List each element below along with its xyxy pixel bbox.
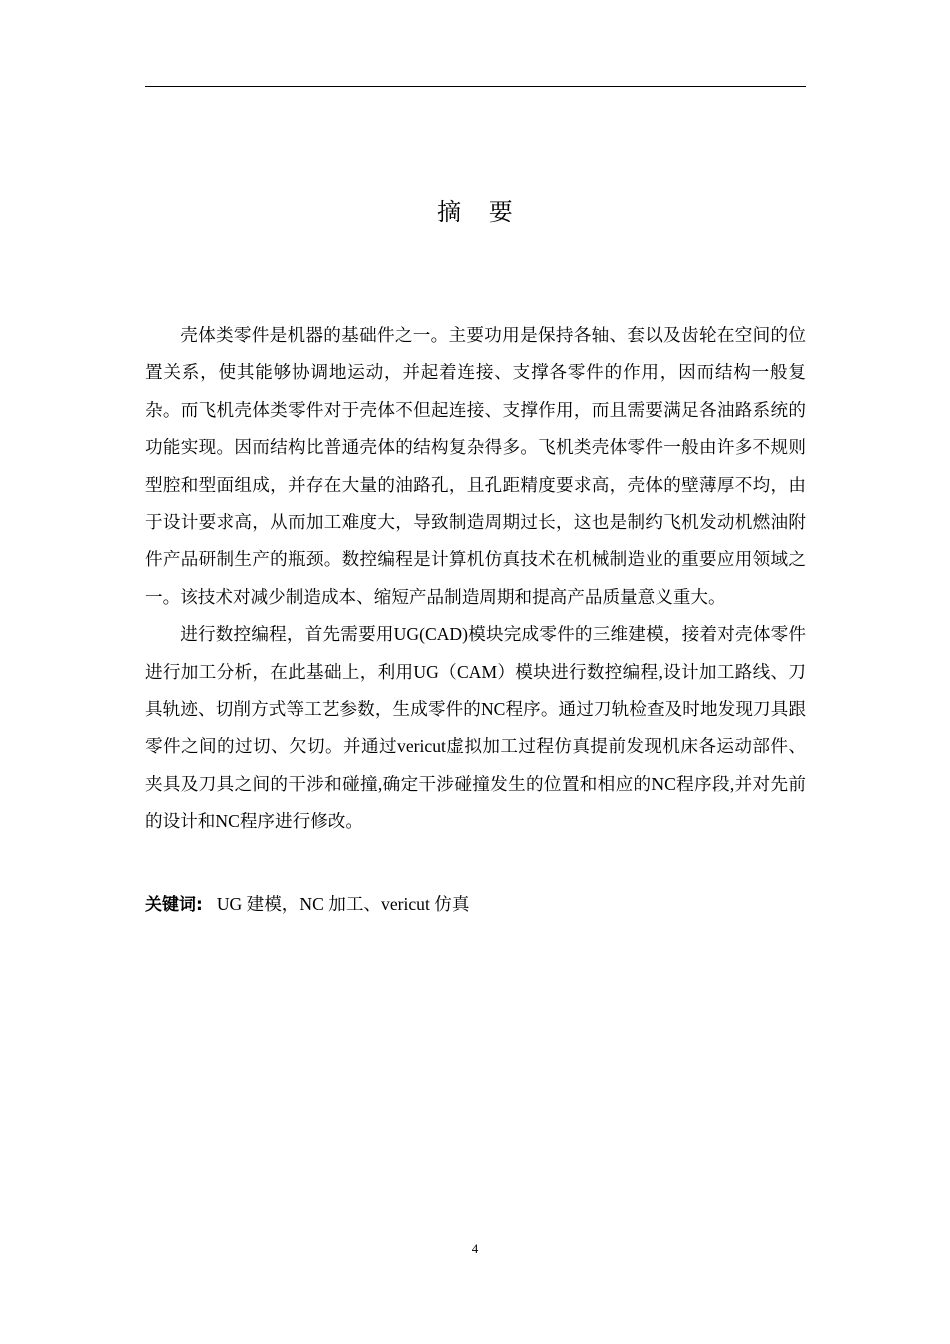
abstract-body bbox=[145, 317, 806, 841]
abstract-title: 摘 要 bbox=[437, 198, 523, 226]
header-rule bbox=[145, 86, 806, 87]
keywords-label: 关键词: bbox=[145, 895, 203, 915]
page-number: 4 bbox=[471, 1241, 479, 1256]
abstract-paragraph-2: 进行数控编程，首先需要用UG(CAD)模块完成零件的三维建模，接着对壳体零件进行加工分析，在此基础上，利用UG（CAM）模块进行数控编程,设计加工路线、刀具轨迹、切削方式等工艺参数，生成零件的NC程序。通过刀轨检查及时地发现刀具跟零件之间的过切、欠切。并通过vericut虚拟加工过程仿真提前发现机床各运动部件、夹具及刀具之间的干涉和碰撞,确定干涉碰撞发生的位置和相应的NC程序段,并对先前的设计和NC程序进行修改。 bbox=[145, 624, 806, 832]
keywords-text: UG 建模，NC 加工、vericut 仿真 bbox=[216, 894, 470, 914]
abstract-paragraph-1: 壳体类零件是机器的基础件之一。主要功用是保持各轴、套以及齿轮在空间的位置关系，使其能够协调地运动，并起着连接、支撑各零件的作用，因而结构一般复杂。而飞机壳体类零件对于壳体不但起连接、支撑作用，而且需要满足各油路系统的功能实现。因而结构比普通壳体的结构复杂得多。飞机类壳体零件一般由许多不规则型腔和型面组成，并存在大量的油路孔，且孔距精度要求高，壳体的壁薄厚不均，由于设计要求高，从而加工难度大，导致制造周期过长，这也是制约飞机发动机燃油附件产品研制生产的瓶颈。数控编程是计算机仿真技术在机械制造业的重要应用领域之一。该技术对减少制造成本、缩短产品制造周期和提高产品质量意义重大。 bbox=[145, 325, 806, 607]
keywords-line bbox=[145, 886, 806, 923]
